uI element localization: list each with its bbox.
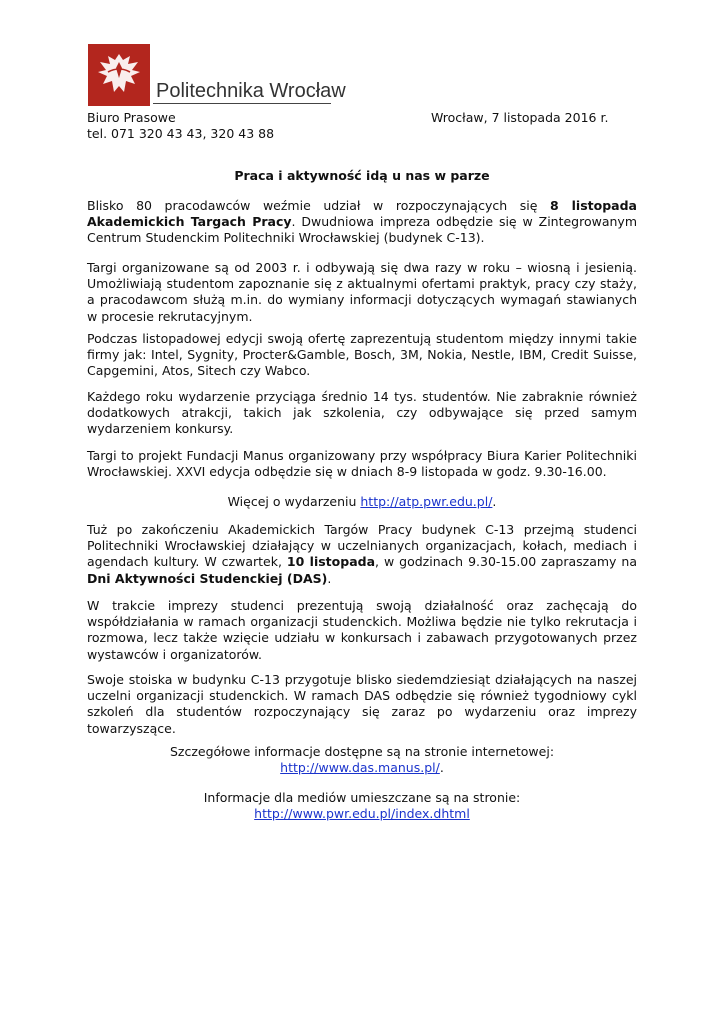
paragraph-1: Blisko 80 pracodawców weźmie udział w rozpoczynających się 8 listopada Akademickich Targach Pracy. Dwudniowa impreza odbędzie się w Zintegrowanym Centrum Studenckim Politechniki Wrocławskiej (budynek C-13). — [87, 198, 638, 246]
paragraph-4: Każdego roku wydarzenie przyciąga średnio 14 tys. studentów. Nie zabraknie również dodatkowych atrakcji, takich jak szkolenia, czy odbywające się przed samym wydarzeniem konkursy. — [87, 389, 637, 437]
page-title: Praca i aktywność idą u nas w parze — [234, 168, 490, 183]
details-info: Szczegółowe informacje dostępne są na stronie internetowej: http://www.das.manus.pl/. — [87, 744, 637, 776]
paragraph-2: Targi organizowane są od 2003 r. i odbywają się dwa razy w roku – wiosną i jesienią. Umożliwiają studentom zapoznanie się z aktualnymi ofertami praktyk, pracy czy staży, a pracodawcom służą m.in. do wymiany informacji dotyczących wymagań stawianych w procesie rekrutacyjnym. — [87, 260, 637, 324]
phone-numbers: tel. 071 320 43 43, 320 43 88 — [87, 126, 275, 141]
paragraph-5: Targi to projekt Fundacji Manus organizowany przy współpracy Biura Karier Politechniki Wrocławskiej. XXVI edycja odbędzie się w dniach 8-9 listopada w godz. 9.30-16.00. — [87, 448, 637, 480]
paragraph-3: Podczas listopadowej edycji swoją ofertę zaprezentują studentom między innymi takie firmy jak: Intel, Sygnity, Procter&Gamble, Bosch, 3M, Nokia, Nestle, IBM, Credit Suisse, Capgemini, Atos, Sitech czy Wabco. — [87, 331, 637, 379]
pwr-index-link[interactable]: http://www.pwr.edu.pl/index.dhtml — [254, 806, 470, 822]
details-text: Szczegółowe informacje dostępne są na stronie internetowej: — [169, 744, 555, 759]
university-eagle-logo-icon — [88, 44, 150, 106]
media-info — [87, 790, 637, 822]
atp-link[interactable]: http://atp.pwr.edu.pl/ — [360, 494, 493, 509]
more-info-line: Więcej o wydarzeniu http://atp.pwr.edu.pl/. — [227, 494, 497, 509]
paragraph-6: Tuż po zakończeniu Akademickich Targów Pracy budynek C-13 przejmą studenci Politechniki Wrocławskiej działający w uczelnianych organizacjach, kołach, mediach i agendach kultury. W czwartek, 10 listopada, w godzinach 9.30-15.00 zapraszamy na Dni Aktywności Studenckiej (DAS). — [87, 522, 637, 586]
paragraph-7: W trakcie imprezy studenci prezentują swoją działalność oraz zachęcają do współdziałania w ramach organizacji studenckich. Możliwa będzie nie tylko rekrutacja i rozmowa, lecz także wzięcie udziału w konkursach i zabawach przygotowanych przez wystawców i organizatorów. — [87, 598, 637, 662]
university-name-logo: Politechnika Wrocław — [156, 80, 346, 102]
logo-underline — [153, 103, 331, 104]
media-text: Informacje dla mediów umieszczane są na stronie: — [203, 790, 521, 805]
place-and-date: Wrocław, 7 listopada 2016 r. — [431, 110, 609, 125]
press-office-label: Biuro Prasowe — [87, 110, 176, 125]
paragraph-8: Swoje stoiska w budynku C-13 przygotuje blisko siedemdziesiąt działających na naszej uczelni organizacji studenckich. W ramach DAS odbędzie się również tygodniowy cykl szkoleń dla studentów rozpoczynający się zaraz po wydarzeniu oraz imprezy towarzyszące. — [87, 672, 637, 736]
das-link[interactable]: http://www.das.manus.pl/ — [280, 760, 440, 776]
